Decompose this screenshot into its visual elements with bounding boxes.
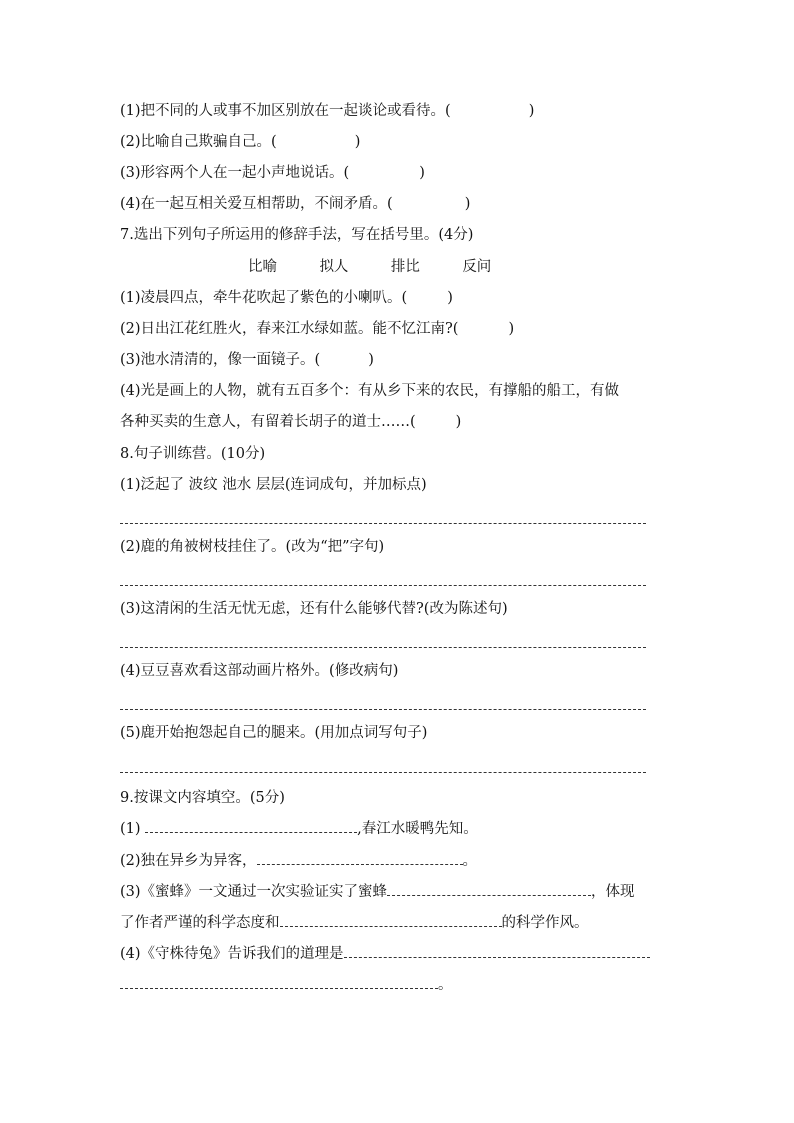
close-paren: ) bbox=[528, 103, 535, 119]
q7-item-2 bbox=[120, 319, 514, 339]
q7-title: 7.选出下列句子所运用的修辞手法，写在括号里。(4分) bbox=[120, 227, 474, 243]
close-paren: ) bbox=[354, 134, 361, 150]
q9-item-3-suffix: ，体现 bbox=[591, 884, 635, 900]
q8-answer-line-3[interactable] bbox=[120, 647, 646, 648]
q8-answer-line-5[interactable] bbox=[120, 772, 646, 773]
fill-blank[interactable] bbox=[280, 916, 502, 927]
q9-item-4-cont bbox=[120, 975, 453, 995]
q7-item-1-text: (1)凌晨四点，牵牛花吹起了紫色的小喇叭。( bbox=[120, 290, 408, 306]
q9-item-3 bbox=[120, 882, 635, 902]
q8-item-2: (2)鹿的角被树枝挂住了。(改为“把”字句) bbox=[120, 539, 385, 555]
close-paren: ) bbox=[464, 196, 471, 212]
option-personification: 拟人 bbox=[319, 259, 349, 275]
q8-item-4: (4)豆豆喜欢看这部动画片格外。(修改病句) bbox=[120, 663, 399, 679]
fill-blank[interactable] bbox=[344, 947, 650, 958]
q6-item-1 bbox=[120, 101, 534, 121]
q6-item-4-text: (4)在一起互相关爱互相帮助，不闹矛盾。( bbox=[120, 196, 393, 212]
q7-item-4-cont bbox=[120, 412, 461, 432]
q7-item-3-text: (3)池水清清的，像一面镜子。( bbox=[120, 352, 321, 368]
close-paren: ) bbox=[455, 414, 462, 430]
q6-item-3-text: (3)形容两个人在一起小声地说话。( bbox=[120, 165, 350, 181]
q7-item-1 bbox=[120, 288, 453, 308]
q9-item-4-cont-suffix: 。 bbox=[438, 977, 453, 993]
q9-title: 9.按课文内容填空。(5分) bbox=[120, 790, 285, 806]
fill-blank[interactable] bbox=[120, 978, 438, 989]
q8-item-5: (5)鹿开始抱怨起自己的腿来。(用加点词写句子) bbox=[120, 725, 428, 741]
q6-item-4 bbox=[120, 194, 470, 214]
q8-item-1: (1)泛起了 波纹 池水 层层(连词成句，并加标点) bbox=[120, 477, 427, 493]
q6-item-1-text: (1)把不同的人或事不加区别放在一起谈论或看待。( bbox=[120, 103, 451, 119]
option-parallelism: 排比 bbox=[390, 259, 420, 275]
q6-item-3 bbox=[120, 163, 425, 183]
q9-item-3-cont-suffix: 的科学作风。 bbox=[501, 915, 589, 931]
q6-item-2-text: (2)比喻自己欺骗自己。( bbox=[120, 134, 277, 150]
close-paren: ) bbox=[508, 321, 515, 337]
close-paren: ) bbox=[447, 290, 453, 306]
q9-item-1 bbox=[120, 819, 478, 839]
q9-item-1-prefix: (1) bbox=[120, 821, 146, 837]
q9-item-2-prefix: (2)独在异乡为异客， bbox=[120, 853, 257, 869]
fill-blank[interactable] bbox=[257, 854, 463, 865]
q6-item-2 bbox=[120, 132, 360, 152]
q7-item-2-text: (2)日出江花红胜火，春来江水绿如蓝。能不忆江南?( bbox=[120, 321, 459, 337]
q8-answer-line-1[interactable] bbox=[120, 523, 646, 524]
q8-item-3: (3)这清闲的生活无忧无虑，还有什么能够代替?(改为陈述句) bbox=[120, 601, 508, 617]
q8-answer-line-4[interactable] bbox=[120, 709, 646, 710]
fill-blank[interactable] bbox=[387, 885, 591, 896]
q7-item-3 bbox=[120, 350, 374, 370]
q7-item-4: (4)光是画上的人物，就有五百多个：有从乡下来的农民，有撑船的船工，有做 bbox=[120, 383, 620, 399]
q9-item-4-prefix: (4)《守株待兔》告诉我们的道理是 bbox=[120, 946, 344, 962]
q8-title: 8.句子训练营。(10分) bbox=[120, 446, 266, 462]
q9-item-2-suffix: 。 bbox=[462, 853, 478, 869]
q7-item-4-cont-text: 各种买卖的生意人，有留着长胡子的道士……( bbox=[120, 414, 416, 430]
q8-answer-line-2[interactable] bbox=[120, 585, 646, 586]
q9-item-2 bbox=[120, 851, 477, 871]
q9-item-3-cont bbox=[120, 913, 589, 933]
q9-item-3-prefix: (3)《蜜蜂》一文通过一次实验证实了蜜蜂 bbox=[120, 884, 388, 900]
q7-options bbox=[248, 257, 491, 277]
q9-item-3-cont-prefix: 了作者严谨的科学态度和 bbox=[120, 915, 280, 931]
option-rhetorical-question: 反问 bbox=[462, 259, 492, 275]
close-paren: ) bbox=[419, 165, 425, 181]
fill-blank[interactable] bbox=[145, 822, 357, 833]
close-paren: ) bbox=[368, 352, 374, 368]
q9-item-4 bbox=[120, 944, 650, 964]
q9-item-1-suffix: ,春江水暖鸭先知。 bbox=[357, 821, 478, 837]
option-simile: 比喻 bbox=[248, 259, 277, 275]
